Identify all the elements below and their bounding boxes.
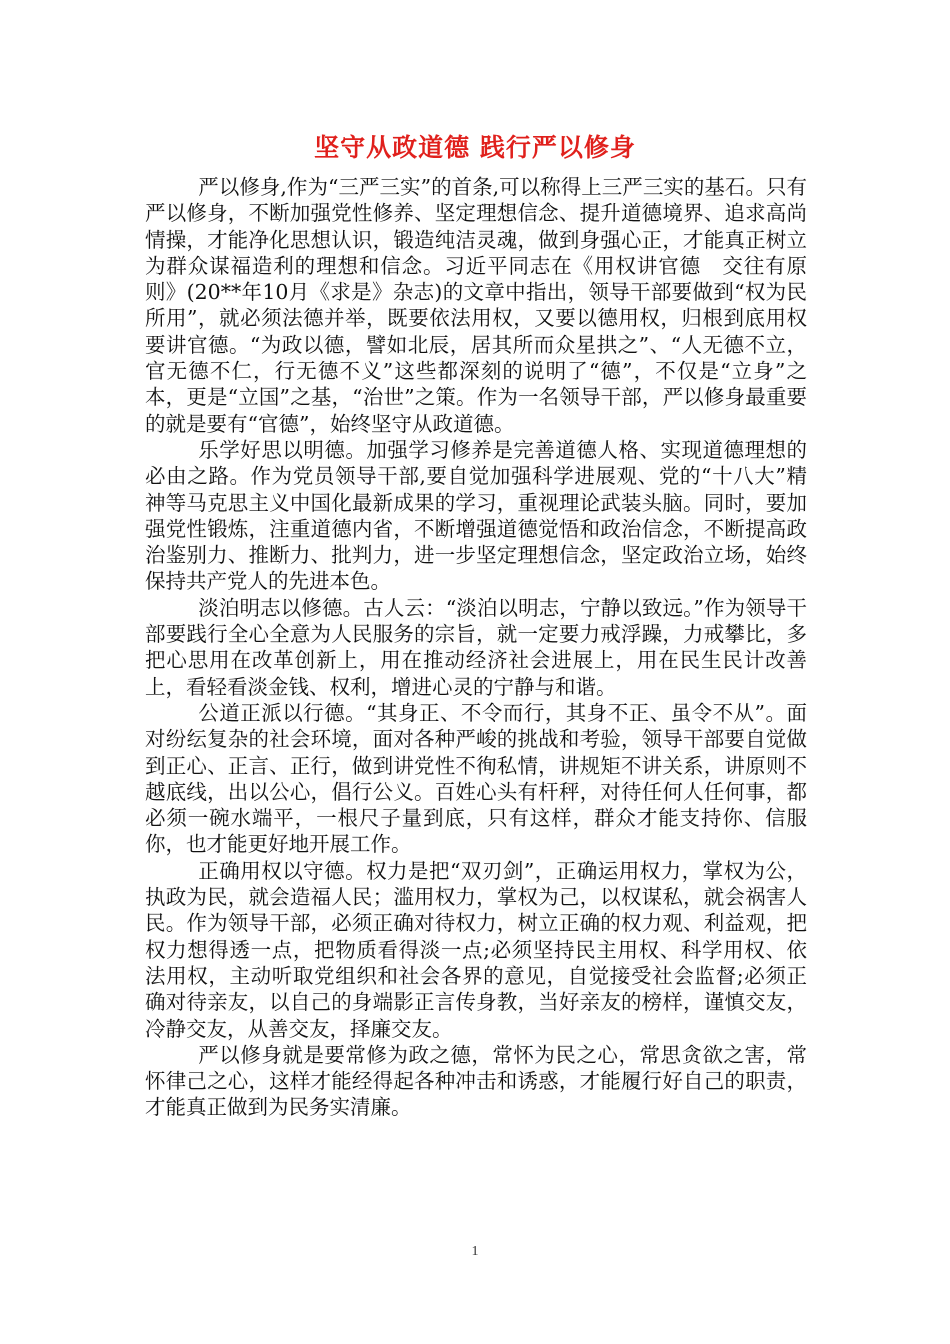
document-title: 坚守从政道德 践行严以修身: [314, 133, 636, 162]
page-number: 1: [471, 1244, 479, 1259]
paragraph-conclusion: 严以修身就是要常修为政之德，常怀为民之心，常思贪欲之害，常怀律己之心，这样才能经得起各种冲击和诱惑，才能履行好自己的职责，才能真正做到为民务实清廉。: [145, 1042, 807, 1120]
paragraph-study: 乐学好思以明德。加强学习修养是完善道德人格、实现道德理想的必由之路。作为党员领导干部,要自觉加强科学进展观、党的“十八大”精神等马克思主义中国化最新成果的学习，重视理论武装头脑。同时，要加强党性锻炼，注重道德内省，不断增强道德觉悟和政治信念，不断提高政治鉴别力、推断力、批判力，进一步坚定理想信念，坚定政治立场，始终保持共产党人的先进本色。: [145, 437, 807, 594]
document-body: [145, 174, 807, 1121]
paragraph-intro: 严以修身,作为“三严三实”的首条,可以称得上三严三实的基石。只有严以修身，不断加强党性修养、坚定理想信念、提升道德境界、追求高尚情操，才能净化思想认识，锻造纯洁灵魂，做到身强心正，才能真正树立为群众谋福造利的理想和信念。习近平同志在《用权讲官德 交往有原则》(20**年10月《求是》杂志)的文章中指出，领导干部要做到“权为民所用”，就必须法德并举，既要依法用权，又要以德用权，归根到底用权要讲官德。“为政以德，譬如北辰，居其所而众星拱之”、“人无德不立，官无德不仁，行无德不义”这些都深刻的说明了“德”，不仅是“立身”之本，更是“立国”之基，“治世”之策。作为一名领导干部，严以修身最重要的就是要有“官德”，始终坚守从政道德。: [145, 175, 807, 436]
paragraph-integrity: 公道正派以行德。“其身正、不令而行，其身不正、虽令不从”。面对纷纭复杂的社会环境，面对各种严峻的挑战和考验，领导干部要自觉做到正心、正言、正行，做到讲党性不徇私情，讲规矩不讲关系，讲原则不越底线，出以公心，倡行公义。百姓心头有杆秤，对待任何人任何事，都必须一碗水端平，一根尺子量到底，只有这样，群众才能支持你、信服你，也才能更好地开展工作。: [145, 700, 807, 857]
paragraph-power: 正确用权以守德。权力是把“双刃剑”，正确运用权力，掌权为公，执政为民，就会造福人民；滥用权力，掌权为己，以权谋私，就会祸害人民。作为领导干部，必须正确对待权力，树立正确的权力观、利益观，把权力想得透一点，把物质看得淡一点;必须坚持民主用权、科学用权、依法用权，主动听取党组织和社会各界的意见，自觉接受社会监督;必须正确对待亲友，以自己的身端影正言传身教，当好亲友的榜样，谨慎交友，冷静交友，从善交友，择廉交友。: [145, 858, 807, 1041]
paragraph-simplicity: 淡泊明志以修德。古人云：“淡泊以明志，宁静以致远。”作为领导干部要践行全心全意为人民服务的宗旨，就一定要力戒浮躁，力戒攀比，多把心思用在改革创新上，用在推动经济社会进展上，用在民生民计改善上，看轻看淡金钱、权利，增进心灵的宁静与和谐。: [145, 595, 807, 699]
